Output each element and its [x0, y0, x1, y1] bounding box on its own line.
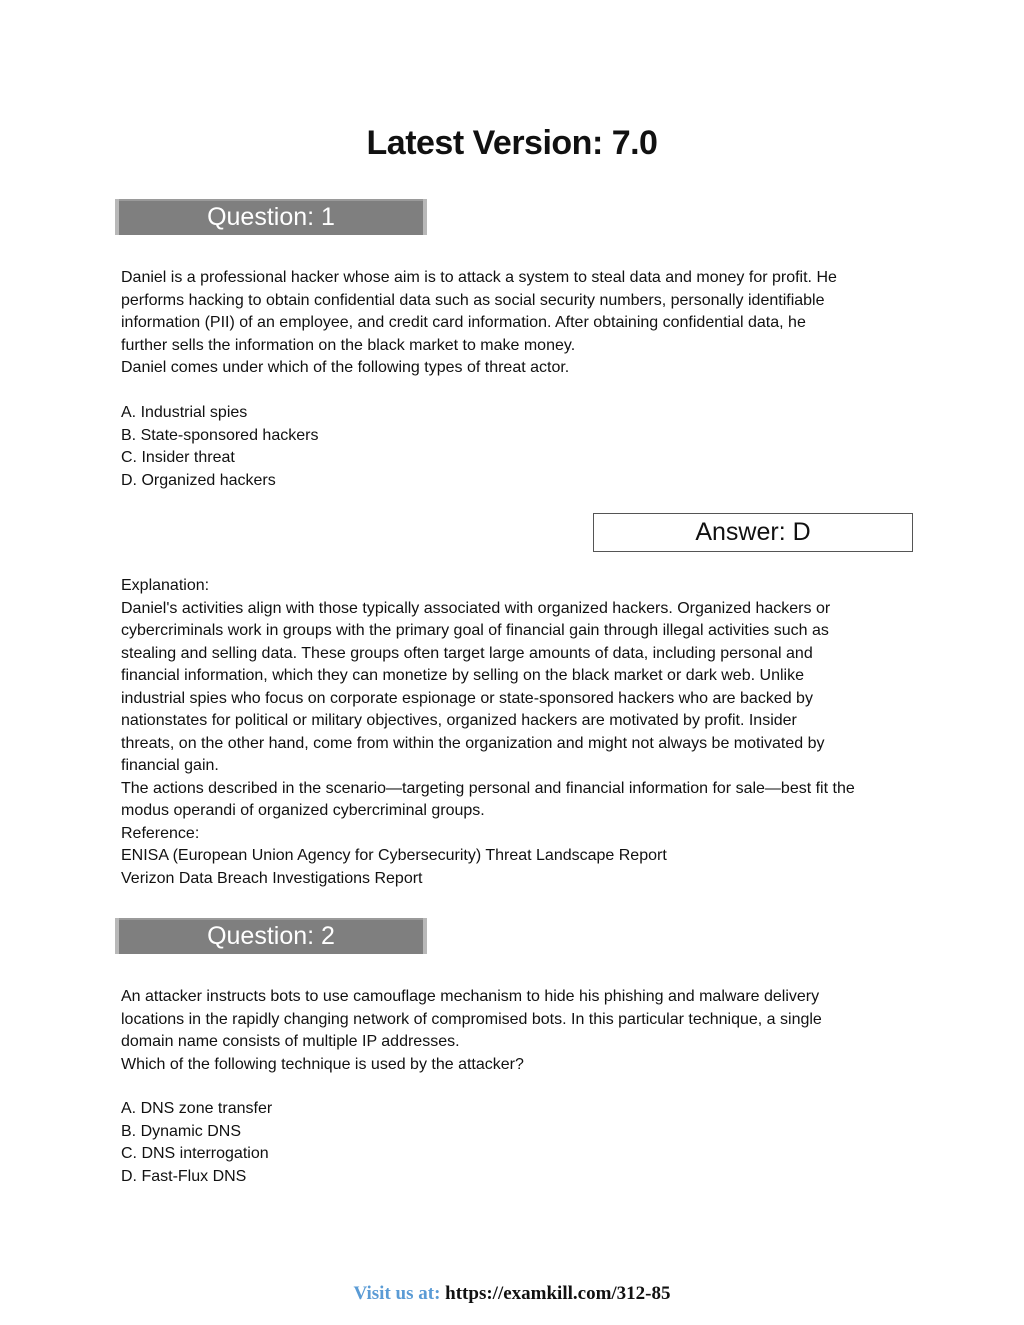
- question-1-explanation: [121, 575, 911, 890]
- question-2-stem-line: locations in the rapidly changing network of compromised bots. In this particular technique, a single: [121, 1010, 822, 1028]
- answer-box: Answer: D: [593, 513, 913, 552]
- option-c: C. DNS interrogation: [121, 1145, 269, 1162]
- option-c: C. Insider threat: [121, 449, 235, 466]
- footer-visit-label: Visit us at:: [353, 1283, 441, 1304]
- explanation-line: Explanation:: [121, 577, 210, 594]
- footer: [0, 1283, 1024, 1305]
- explanation-line: financial information, which they can monetize by selling on the black market or dark web. Unlike: [121, 667, 804, 684]
- explanation-line: stealing and selling data. These groups often target large amounts of data, including personal and: [121, 644, 813, 662]
- option-b: B. Dynamic DNS: [121, 1122, 242, 1140]
- option-d: D. Organized hackers: [121, 471, 276, 489]
- explanation-line: threats, on the other hand, come from within the organization and might not always be motivated by: [121, 734, 825, 752]
- option-a: A. DNS zone transfer: [121, 1100, 273, 1117]
- question-2-header-label: Question: 2: [207, 922, 335, 950]
- explanation-line: ENISA (European Union Agency for Cybersecurity) Threat Landscape Report: [121, 847, 667, 864]
- explanation-line: Reference:: [121, 824, 200, 842]
- question-2-stem: [121, 986, 911, 1076]
- question-2-stem-line: domain name consists of multiple IP addresses.: [121, 1033, 460, 1050]
- explanation-line: nationstates for political or military objectives, organized hackers are motivated by profit. Insider: [121, 712, 797, 729]
- question-2-stem-line: Which of the following technique is used by the attacker?: [121, 1055, 524, 1073]
- question-1-stem-line: performs hacking to obtain confidential data such as social security numbers, personally identifiable: [121, 291, 825, 309]
- question-1-header: [115, 199, 427, 235]
- option-a: A. Industrial spies: [121, 404, 248, 421]
- page-title: Latest Version: 7.0: [366, 124, 658, 162]
- question-1-stem-line: information (PII) of an employee, and credit card information. After obtaining confidential data, he: [121, 314, 806, 331]
- explanation-line: The actions described in the scenario—targeting personal and financial information for sale—best fit the: [121, 779, 855, 797]
- explanation-line: modus operandi of organized cybercriminal groups.: [121, 802, 485, 819]
- option-b: B. State-sponsored hackers: [121, 426, 319, 444]
- question-1-stem-line: Daniel comes under which of the following types of threat actor.: [121, 359, 570, 376]
- question-2-options: [121, 1098, 272, 1188]
- explanation-line: financial gain.: [121, 757, 219, 774]
- explanation-line: industrial spies who focus on corporate espionage or state-sponsored hackers who are backed by: [121, 689, 813, 707]
- option-d: D. Fast-Flux DNS: [121, 1167, 247, 1185]
- question-1-header-label: Question: 1: [207, 203, 335, 231]
- question-1-stem-line: further sells the information on the black market to make money.: [121, 336, 576, 354]
- question-1-stem-line: Daniel is a professional hacker whose aim is to attack a system to steal data and money for profit. He: [121, 269, 837, 286]
- footer-url-link[interactable]: https://examkill.com/312-85: [445, 1283, 671, 1304]
- question-2-header: [115, 918, 427, 954]
- explanation-line: Daniel's activities align with those typically associated with organized hackers. Organized hackers or: [121, 599, 831, 617]
- question-1-stem: [121, 267, 911, 380]
- explanation-line: Verizon Data Breach Investigations Report: [121, 869, 423, 887]
- explanation-line: cybercriminals work in groups with the primary goal of financial gain through illegal activities such as: [121, 622, 829, 639]
- question-2-stem-line: An attacker instructs bots to use camouflage mechanism to hide his phishing and malware delivery: [121, 988, 820, 1005]
- question-1-options: [121, 402, 318, 492]
